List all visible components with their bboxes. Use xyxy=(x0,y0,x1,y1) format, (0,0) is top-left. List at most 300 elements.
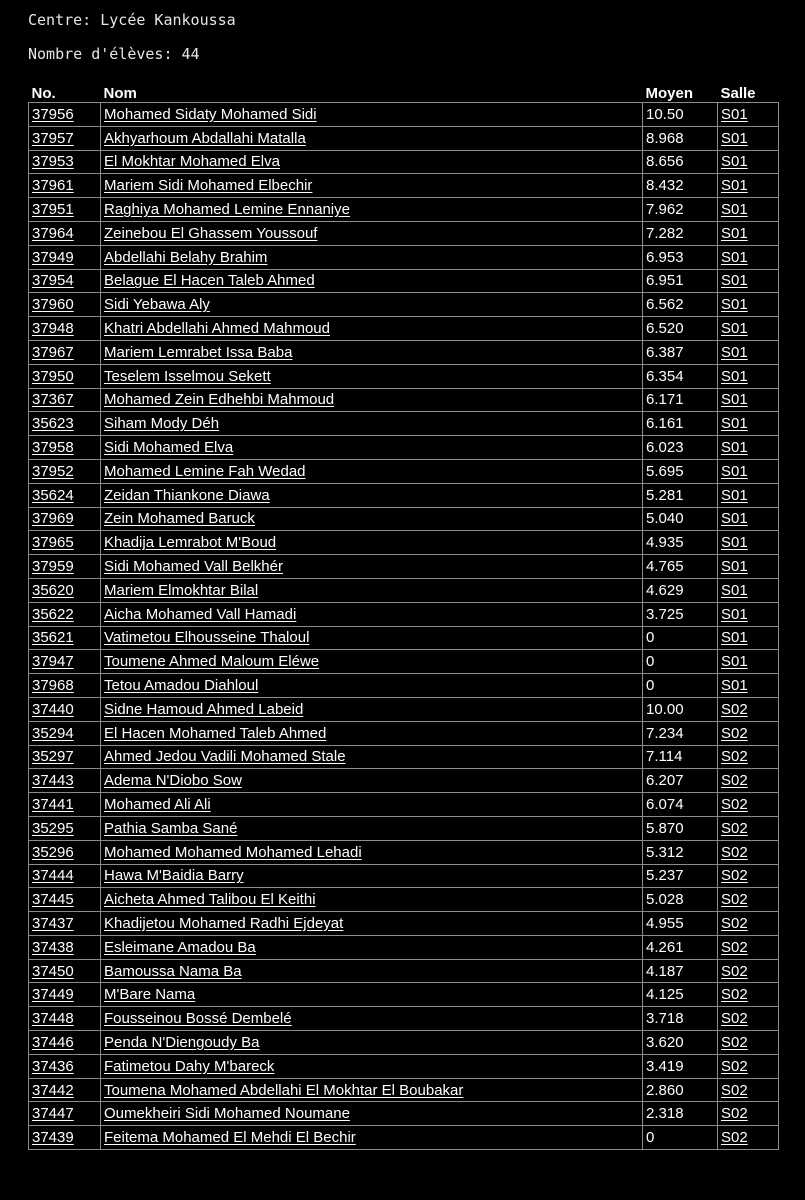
student-name-link[interactable]: Esleimane Amadou Ba xyxy=(104,938,256,956)
student-number-link[interactable]: 37446 xyxy=(32,1033,74,1051)
room-link[interactable]: S02 xyxy=(721,938,748,956)
table-cell xyxy=(101,459,643,483)
room-link[interactable]: S01 xyxy=(721,367,748,385)
table-cell xyxy=(718,888,779,912)
table-cell xyxy=(29,1078,101,1102)
room-link[interactable]: S01 xyxy=(721,177,748,195)
student-average-cell xyxy=(643,745,718,769)
table-cell xyxy=(718,578,779,602)
student-number-link[interactable]: 37964 xyxy=(32,224,74,242)
student-average: 4.187 xyxy=(646,962,684,980)
table-cell xyxy=(29,816,101,840)
student-number-link[interactable]: 37442 xyxy=(32,1081,74,1099)
table-cell xyxy=(101,126,643,150)
student-average: 10.00 xyxy=(646,700,684,718)
student-name-link[interactable]: Zeinebou El Ghassem Youssouf xyxy=(104,224,318,242)
table-cell xyxy=(29,293,101,317)
table-cell xyxy=(718,697,779,721)
table-cell xyxy=(101,1102,643,1126)
table-row xyxy=(29,436,779,460)
table-cell xyxy=(29,650,101,674)
table-cell xyxy=(101,1007,643,1031)
table-row xyxy=(29,864,779,888)
table-cell xyxy=(101,412,643,436)
table-cell xyxy=(718,935,779,959)
student-average-cell xyxy=(643,269,718,293)
student-average-cell xyxy=(643,1007,718,1031)
table-cell xyxy=(29,769,101,793)
student-average: 5.695 xyxy=(646,462,684,480)
table-cell xyxy=(101,959,643,983)
student-average-cell xyxy=(643,317,718,341)
student-number-link[interactable]: 37445 xyxy=(32,891,74,909)
student-name-link[interactable]: Toumena Mohamed Abdellahi El Mokhtar El Boubakar xyxy=(104,1081,464,1099)
student-number-link[interactable]: 37440 xyxy=(32,700,74,718)
table-cell xyxy=(101,198,643,222)
student-name-link[interactable]: Vatimetou Elhousseine Thaloul xyxy=(104,629,310,647)
student-average: 5.040 xyxy=(646,510,684,528)
room-link[interactable]: S02 xyxy=(721,796,748,813)
room-link[interactable]: S02 xyxy=(721,819,748,837)
table-cell xyxy=(101,840,643,864)
table-cell xyxy=(718,1031,779,1055)
table-row xyxy=(29,245,779,269)
student-number-link[interactable]: 37965 xyxy=(32,534,74,552)
table-cell xyxy=(101,317,643,341)
student-name-link[interactable]: Sidi Mohamed Vall Belkhér xyxy=(104,558,283,576)
student-name-link[interactable]: El Mokhtar Mohamed Elva xyxy=(104,153,280,171)
table-cell xyxy=(29,483,101,507)
student-number-link[interactable]: 37953 xyxy=(32,153,74,171)
student-average: 0 xyxy=(646,1129,655,1147)
room-link[interactable]: S02 xyxy=(721,772,748,790)
student-average-cell xyxy=(643,555,718,579)
student-average-cell xyxy=(643,531,718,555)
room-link[interactable]: S02 xyxy=(721,1057,748,1075)
table-row xyxy=(29,364,779,388)
table-cell xyxy=(718,364,779,388)
table-cell xyxy=(718,555,779,579)
table-cell xyxy=(29,745,101,769)
table-cell xyxy=(29,531,101,555)
room-link[interactable]: S01 xyxy=(721,510,748,528)
student-number-link[interactable]: 37438 xyxy=(32,938,74,956)
student-average-cell xyxy=(643,483,718,507)
table-cell xyxy=(718,269,779,293)
student-average: 6.953 xyxy=(646,248,684,266)
student-number-link[interactable]: 35622 xyxy=(32,605,74,623)
student-average-cell xyxy=(643,1102,718,1126)
table-row xyxy=(29,697,779,721)
student-average: 5.870 xyxy=(646,819,684,837)
table-row xyxy=(29,769,779,793)
student-average: 4.125 xyxy=(646,986,684,1004)
student-name-link[interactable]: Penda N'Diengoudy Ba xyxy=(104,1033,260,1051)
table-cell xyxy=(101,245,643,269)
student-name-link[interactable]: Belague El Hacen Taleb Ahmed xyxy=(104,272,315,290)
student-number-link[interactable]: 37439 xyxy=(32,1129,74,1147)
student-number-link[interactable]: 35294 xyxy=(32,724,74,742)
student-average-cell xyxy=(643,174,718,198)
student-average: 6.354 xyxy=(646,367,684,385)
student-name-link[interactable]: Teselem Isselmou Sekett xyxy=(104,367,271,385)
student-name-link[interactable]: Pathia Samba Sané xyxy=(104,819,238,837)
student-number-link[interactable]: 37969 xyxy=(32,510,74,528)
student-number-link[interactable]: 37450 xyxy=(32,962,74,980)
table-cell xyxy=(101,364,643,388)
room-link[interactable]: S01 xyxy=(721,486,748,504)
student-average: 4.935 xyxy=(646,534,684,552)
student-number-link[interactable]: 37958 xyxy=(32,439,74,457)
table-cell xyxy=(101,864,643,888)
room-link[interactable]: S02 xyxy=(721,914,748,932)
student-name-link[interactable]: Toumene Ahmed Maloum Eléwe xyxy=(104,653,320,671)
room-link[interactable]: S02 xyxy=(721,1033,748,1051)
student-name-link[interactable]: Mohamed Lemine Fah Wedad xyxy=(104,462,306,480)
student-average: 8.432 xyxy=(646,177,684,195)
table-cell xyxy=(101,293,643,317)
student-number-link[interactable]: 37448 xyxy=(32,1010,74,1028)
room-link[interactable]: S01 xyxy=(721,558,748,576)
student-name-link[interactable]: Mohamed Sidaty Mohamed Sidi xyxy=(104,105,317,123)
student-number-link[interactable]: 37956 xyxy=(32,105,74,123)
table-cell xyxy=(29,269,101,293)
room-link[interactable]: S01 xyxy=(721,415,748,433)
student-number-link[interactable]: 37952 xyxy=(32,462,74,480)
student-name-link[interactable]: Zein Mohamed Baruck xyxy=(104,510,255,528)
table-cell xyxy=(29,626,101,650)
student-number-link[interactable]: 37444 xyxy=(32,867,74,885)
table-cell xyxy=(29,340,101,364)
student-name-link[interactable]: Tetou Amadou Diahloul xyxy=(104,677,259,695)
table-row xyxy=(29,150,779,174)
table-cell xyxy=(29,245,101,269)
table-cell xyxy=(101,983,643,1007)
table-row xyxy=(29,507,779,531)
table-cell xyxy=(101,221,643,245)
student-name-link[interactable]: Zeidan Thiankone Diawa xyxy=(104,486,270,504)
table-cell xyxy=(29,103,101,127)
student-name-link[interactable]: Sidi Yebawa Aly xyxy=(104,296,210,314)
student-number-link[interactable]: 37449 xyxy=(32,986,74,1004)
student-average: 5.281 xyxy=(646,486,684,504)
room-link[interactable]: S01 xyxy=(721,581,748,599)
student-average: 8.656 xyxy=(646,153,684,171)
table-cell xyxy=(718,959,779,983)
table-cell xyxy=(718,412,779,436)
student-number-link[interactable]: 35624 xyxy=(32,486,74,504)
student-average-cell xyxy=(643,436,718,460)
table-row xyxy=(29,126,779,150)
student-name-link[interactable]: Ahmed Jedou Vadili Mohamed Stale xyxy=(104,748,346,766)
table-cell xyxy=(101,602,643,626)
student-average-cell xyxy=(643,1126,718,1150)
student-name-link[interactable]: Khadija Lemrabot M'Boud xyxy=(104,534,277,552)
student-average: 6.207 xyxy=(646,772,684,790)
table-cell xyxy=(718,293,779,317)
table-cell xyxy=(718,674,779,698)
table-cell xyxy=(29,697,101,721)
room-link[interactable]: S02 xyxy=(721,700,748,718)
table-row xyxy=(29,959,779,983)
table-cell xyxy=(101,340,643,364)
table-cell xyxy=(29,221,101,245)
room-link[interactable]: S02 xyxy=(721,724,748,742)
table-cell xyxy=(718,221,779,245)
table-cell xyxy=(29,198,101,222)
student-average-cell xyxy=(643,793,718,817)
student-average-cell xyxy=(643,864,718,888)
room-link[interactable]: S02 xyxy=(721,891,748,909)
student-number-link[interactable]: 37437 xyxy=(32,914,74,932)
table-cell xyxy=(101,626,643,650)
table-row xyxy=(29,674,779,698)
room-link[interactable]: S01 xyxy=(721,201,748,219)
student-average: 7.282 xyxy=(646,224,684,242)
student-average: 6.161 xyxy=(646,415,684,433)
student-number-link[interactable]: 37967 xyxy=(32,343,74,361)
room-link[interactable]: S01 xyxy=(721,391,748,409)
room-link[interactable]: S01 xyxy=(721,105,748,123)
student-number-link[interactable]: 35296 xyxy=(32,843,74,861)
table-cell xyxy=(101,793,643,817)
student-number-link[interactable]: 37436 xyxy=(32,1057,74,1075)
student-number-link[interactable]: 37950 xyxy=(32,367,74,385)
student-name-link[interactable]: Aicheta Ahmed Talibou El Keithi xyxy=(104,891,316,909)
room-link[interactable]: S02 xyxy=(721,748,748,766)
table-cell xyxy=(29,388,101,412)
student-average-cell xyxy=(643,650,718,674)
student-name-link[interactable]: Hawa M'Baidia Barry xyxy=(104,867,244,885)
student-name-link[interactable]: Oumekheiri Sidi Mohamed Noumane xyxy=(104,1105,350,1123)
student-name-link[interactable]: Mohamed Mohamed Mohamed Lehadi xyxy=(104,843,362,861)
table-cell xyxy=(718,1007,779,1031)
table-row xyxy=(29,650,779,674)
student-number-link[interactable]: 37957 xyxy=(32,129,74,147)
table-cell xyxy=(718,103,779,127)
room-link[interactable]: S01 xyxy=(721,534,748,552)
room-link[interactable]: S02 xyxy=(721,1081,748,1099)
table-row xyxy=(29,1126,779,1150)
student-average: 4.765 xyxy=(646,558,684,576)
table-cell xyxy=(718,531,779,555)
room-link[interactable]: S02 xyxy=(721,986,748,1004)
table-row xyxy=(29,1102,779,1126)
student-name-link[interactable]: Feitema Mohamed El Mehdi El Bechir xyxy=(104,1129,356,1147)
table-cell xyxy=(718,317,779,341)
student-number-link[interactable]: 37441 xyxy=(32,796,74,813)
table-row xyxy=(29,1078,779,1102)
student-average-cell xyxy=(643,721,718,745)
room-link[interactable]: S01 xyxy=(721,320,748,338)
student-average-cell xyxy=(643,697,718,721)
student-name-link[interactable]: Khadijetou Mohamed Radhi Ejdeyat xyxy=(104,914,344,932)
student-number-link[interactable]: 37961 xyxy=(32,177,74,195)
student-name-link[interactable]: Bamoussa Nama Ba xyxy=(104,962,242,980)
student-number-link[interactable]: 35295 xyxy=(32,819,74,837)
table-cell xyxy=(718,1054,779,1078)
table-row xyxy=(29,578,779,602)
table-cell xyxy=(101,769,643,793)
table-row xyxy=(29,816,779,840)
table-cell xyxy=(718,1078,779,1102)
student-average: 6.171 xyxy=(646,391,684,409)
student-average: 4.629 xyxy=(646,581,684,599)
room-link[interactable]: S01 xyxy=(721,439,748,457)
student-name-link[interactable]: Aicha Mohamed Vall Hamadi xyxy=(104,605,297,623)
table-cell xyxy=(29,1007,101,1031)
room-link[interactable]: S01 xyxy=(721,224,748,242)
room-link[interactable]: S02 xyxy=(721,1010,748,1028)
student-name-link[interactable]: Sidne Hamoud Ahmed Labeid xyxy=(104,700,304,718)
table-cell xyxy=(29,721,101,745)
student-number-link[interactable]: 37447 xyxy=(32,1105,74,1123)
student-number-link[interactable]: 35297 xyxy=(32,748,74,766)
student-name-link[interactable]: Khatri Abdellahi Ahmed Mahmoud xyxy=(104,320,330,338)
room-link[interactable]: S02 xyxy=(721,1129,748,1147)
table-cell xyxy=(718,126,779,150)
table-cell xyxy=(29,793,101,817)
table-cell xyxy=(718,602,779,626)
student-average-cell xyxy=(643,198,718,222)
table-cell xyxy=(718,459,779,483)
student-name-link[interactable]: Raghiya Mohamed Lemine Ennaniye xyxy=(104,201,350,219)
student-name-link[interactable]: M'Bare Nama xyxy=(104,986,196,1004)
table-cell xyxy=(101,745,643,769)
student-name-link[interactable]: Abdellahi Belahy Brahim xyxy=(104,248,268,266)
table-cell xyxy=(101,697,643,721)
table-cell xyxy=(718,388,779,412)
room-link[interactable]: S01 xyxy=(721,605,748,623)
room-link[interactable]: S01 xyxy=(721,653,748,671)
table-cell xyxy=(718,650,779,674)
table-row xyxy=(29,459,779,483)
room-link[interactable]: S01 xyxy=(721,272,748,290)
table-cell xyxy=(101,436,643,460)
room-link[interactable]: S02 xyxy=(721,1105,748,1123)
student-average-cell xyxy=(643,816,718,840)
table-row xyxy=(29,1007,779,1031)
table-cell xyxy=(718,912,779,936)
student-average-cell xyxy=(643,412,718,436)
table-cell xyxy=(29,1102,101,1126)
room-link[interactable]: S01 xyxy=(721,296,748,314)
table-cell xyxy=(101,674,643,698)
table-row xyxy=(29,388,779,412)
table-cell xyxy=(101,935,643,959)
table-cell xyxy=(29,1031,101,1055)
student-name-link[interactable]: Mariem Elmokhtar Bilal xyxy=(104,581,259,599)
student-number-link[interactable]: 37949 xyxy=(32,248,74,266)
table-cell xyxy=(29,1126,101,1150)
student-average: 5.237 xyxy=(646,867,684,885)
table-cell xyxy=(718,150,779,174)
room-link[interactable]: S01 xyxy=(721,129,748,147)
student-average: 3.725 xyxy=(646,605,684,623)
student-average-cell xyxy=(643,602,718,626)
table-row xyxy=(29,483,779,507)
student-name-link[interactable]: Mariem Sidi Mohamed Elbechir xyxy=(104,177,313,195)
student-average-cell xyxy=(643,103,718,127)
student-average: 6.951 xyxy=(646,272,684,290)
table-row xyxy=(29,555,779,579)
room-link[interactable]: S01 xyxy=(721,629,748,647)
student-number-link[interactable]: 37959 xyxy=(32,558,74,576)
student-number-link[interactable]: 35623 xyxy=(32,415,74,433)
student-name-link[interactable]: Mohamed Zein Edhehbi Mahmoud xyxy=(104,391,335,409)
table-row xyxy=(29,103,779,127)
table-cell xyxy=(101,174,643,198)
table-row xyxy=(29,912,779,936)
student-number-link[interactable]: 35621 xyxy=(32,629,74,647)
table-cell xyxy=(718,745,779,769)
student-number-link[interactable]: 37947 xyxy=(32,653,74,671)
table-cell xyxy=(29,436,101,460)
table-cell xyxy=(718,983,779,1007)
room-link[interactable]: S02 xyxy=(721,962,748,980)
room-link[interactable]: S01 xyxy=(721,343,748,361)
room-link[interactable]: S01 xyxy=(721,248,748,266)
room-link[interactable]: S02 xyxy=(721,867,748,885)
student-number-link[interactable]: 37367 xyxy=(32,391,74,409)
table-row xyxy=(29,293,779,317)
student-name-link[interactable]: Siham Mody Déh xyxy=(104,415,220,433)
table-cell xyxy=(718,769,779,793)
student-number-link[interactable]: 35620 xyxy=(32,581,74,599)
student-number-link[interactable]: 37951 xyxy=(32,201,74,219)
student-name-link[interactable]: Sidi Mohamed Elva xyxy=(104,439,234,457)
student-average: 2.318 xyxy=(646,1105,684,1123)
student-name-link[interactable]: Fatimetou Dahy M'bareck xyxy=(104,1057,275,1075)
room-link[interactable]: S02 xyxy=(721,843,748,861)
student-name-link[interactable]: El Hacen Mohamed Taleb Ahmed xyxy=(104,724,327,742)
student-number-link[interactable]: 37948 xyxy=(32,320,74,338)
table-row xyxy=(29,793,779,817)
table-cell xyxy=(101,1054,643,1078)
student-name-link[interactable]: Adema N'Diobo Sow xyxy=(104,772,242,790)
student-average-cell xyxy=(643,626,718,650)
student-name-link[interactable]: Akhyarhoum Abdallahi Matalla xyxy=(104,129,306,147)
student-number-link[interactable]: 37960 xyxy=(32,296,74,314)
table-cell xyxy=(718,864,779,888)
table-cell xyxy=(101,555,643,579)
table-row xyxy=(29,317,779,341)
room-link[interactable]: S01 xyxy=(721,462,748,480)
student-name-link[interactable]: Fousseinou Bossé Dembelé xyxy=(104,1010,292,1028)
student-name-link[interactable]: Mohamed Ali Ali xyxy=(104,796,211,813)
table-row xyxy=(29,340,779,364)
student-name-link[interactable]: Mariem Lemrabet Issa Baba xyxy=(104,343,293,361)
student-number-link[interactable]: 37954 xyxy=(32,272,74,290)
room-link[interactable]: S01 xyxy=(721,153,748,171)
table-cell xyxy=(101,1031,643,1055)
table-row xyxy=(29,745,779,769)
student-average: 4.955 xyxy=(646,914,684,932)
student-number-link[interactable]: 37443 xyxy=(32,772,74,790)
table-row xyxy=(29,602,779,626)
student-number-link[interactable]: 37968 xyxy=(32,677,74,695)
student-count-label: Nombre d'élèves: 44 xyxy=(28,45,200,63)
results-table xyxy=(28,80,779,1150)
table-cell xyxy=(718,840,779,864)
table-cell xyxy=(29,864,101,888)
room-link[interactable]: S01 xyxy=(721,677,748,695)
table-header-row xyxy=(29,80,779,103)
table-cell xyxy=(101,1126,643,1150)
table-cell xyxy=(29,174,101,198)
student-average: 3.620 xyxy=(646,1033,684,1051)
table-cell xyxy=(29,364,101,388)
